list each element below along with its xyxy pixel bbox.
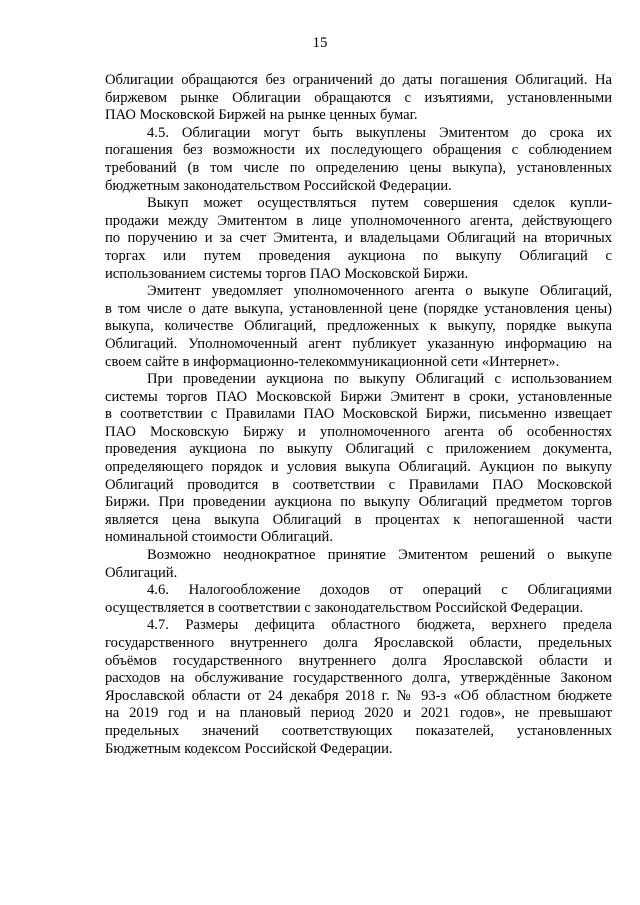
paragraph — [105, 547, 612, 582]
text-line: Выкуп может осуществляться путем совершения сделок купли- — [147, 195, 612, 212]
text-line: на 2019 год и на плановый период 2020 и 2021 годов», не превышают — [105, 705, 612, 722]
text-line: Облигаций. — [105, 564, 178, 581]
text-line: 4.5. Облигации могут быть выкуплены Эмитентом до срока их — [147, 124, 612, 141]
paragraph-section-4-6 — [105, 582, 612, 617]
text-line: в том числе о дате выкупа, установленной цене (порядке установления цены) — [105, 300, 612, 317]
text-line: Облигации обращаются без ограничений до даты погашения Облигаций. На — [105, 72, 612, 88]
text-line: по поручению и за счет Эмитента, и владельцами Облигаций на вторичных — [105, 230, 612, 247]
text-line: ПАО Московской Биржей на рынке ценных бумаг. — [105, 107, 418, 124]
document-body — [105, 72, 612, 758]
text-line: определяющего порядок и условия выкупа Облигаций. Аукцион по выкупу — [105, 459, 612, 476]
text-line: Облигаций. Уполномоченный агент публикует указанную информацию на — [105, 335, 612, 352]
text-line: Эмитент уведомляет уполномоченного агента о выкупе Облигаций, — [147, 283, 612, 300]
page-number: 15 — [312, 35, 328, 51]
text-line: погашения без возможности их последующего обращения с соблюдением — [105, 142, 612, 159]
text-line: использованием системы торгов ПАО Московской Биржи. — [105, 265, 469, 282]
text-line: биржевом рынке Облигации обращаются с изъятиями, установленными — [105, 89, 612, 106]
text-line: государственного внутреннего долга Ярославской области, предельных — [105, 635, 612, 651]
paragraph — [105, 195, 612, 283]
text-line: номинальной стоимости Облигаций. — [105, 529, 334, 546]
text-line: 4.7. Размеры дефицита областного бюджета, верхнего предела — [147, 617, 612, 634]
text-line: Биржи. При проведении аукциона по выкупу Облигаций предметом торгов — [105, 494, 612, 511]
paragraph-section-4-5 — [105, 125, 612, 195]
text-line: является цена выкупа Облигаций в процентах к непогашенной части — [105, 511, 612, 528]
text-line: ПАО Московскую Биржу и уполномоченного агента об особенностях — [105, 423, 612, 440]
text-line: При проведении аукциона по выкупу Облигаций с использованием — [147, 371, 612, 388]
text-line: своем сайте в информационно-телекоммуникационной сети «Интернет». — [105, 353, 560, 370]
text-line: выкупа, количестве Облигаций, предложенных к выкупу, порядке выкупа — [105, 318, 612, 335]
text-line: расходов на обслуживание государственного долга, утверждённые Законом — [105, 670, 612, 687]
paragraph — [105, 72, 612, 125]
text-line: системы торгов ПАО Московской Биржи Эмитент в сроки, установленные — [105, 388, 612, 405]
text-line: Бюджетным кодексом Российской Федерации. — [105, 740, 393, 757]
text-line: продажи между Эмитентом в лице уполномоченного агента, действующего — [105, 212, 612, 229]
text-line: требований (в том числе по определению цены выкупа), установленных — [105, 159, 612, 176]
text-line: Возможно неоднократное принятие Эмитентом решений о выкупе — [147, 547, 612, 564]
paragraph — [105, 371, 612, 547]
text-line: Ярославской области от 24 декабря 2018 г. № 93-з «Об областном бюджете — [105, 687, 612, 704]
text-line: проведения аукциона по выкупу Облигаций с приложением документа, — [105, 441, 612, 458]
text-line: предельных значений соответствующих показателей, установленных — [105, 722, 612, 739]
paragraph-section-4-7 — [105, 617, 612, 758]
paragraph — [105, 283, 612, 371]
text-line: осуществляется в соответствии с законодательством Российской Федерации. — [105, 599, 584, 616]
text-line: Облигаций проводится в соответствии с Правилами ПАО Московской — [105, 476, 612, 493]
text-line: бюджетным законодательством Российской Федерации. — [105, 177, 452, 194]
text-line: объёмов государственного внутреннего долга Ярославской области и — [105, 652, 612, 669]
text-line: 4.6. Налогообложение доходов от операций с Облигациями — [147, 582, 612, 599]
text-line: в соответствии с Правилами ПАО Московской Биржи, письменно извещает — [105, 406, 612, 423]
text-line: торгах или путем проведения аукциона по выкупу Облигаций с — [105, 247, 612, 264]
